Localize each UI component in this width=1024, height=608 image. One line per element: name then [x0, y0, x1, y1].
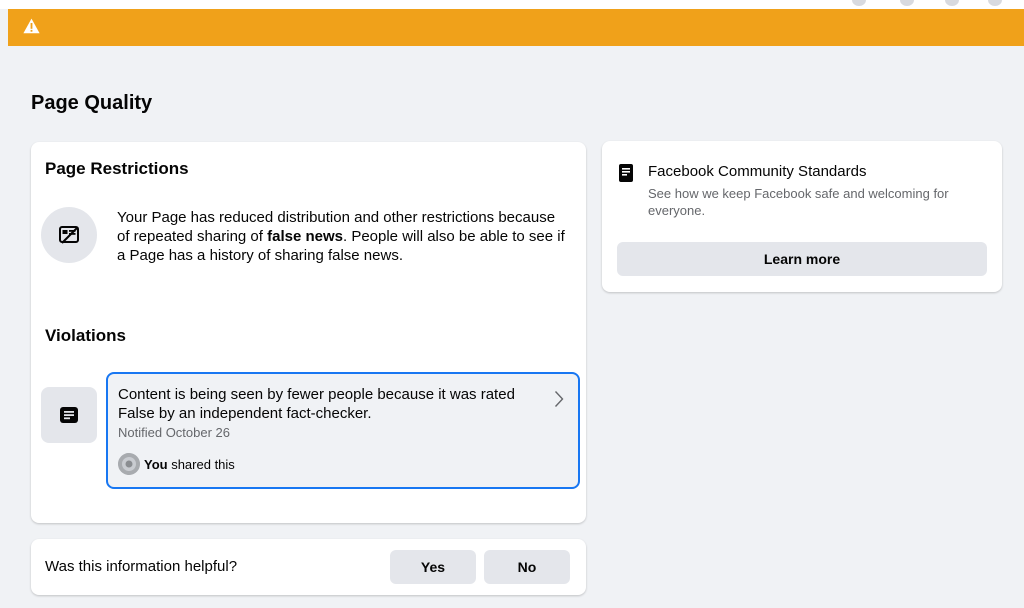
- message-icon: [59, 405, 79, 425]
- shared-by-actor: You: [144, 457, 168, 472]
- restriction-icon-circle: [41, 207, 97, 263]
- yes-button[interactable]: Yes: [390, 550, 476, 584]
- shared-by-action: shared this: [167, 457, 235, 472]
- violation-notified-date: Notified October 26: [118, 425, 231, 440]
- restrictions-heading: Page Restrictions: [45, 159, 189, 178]
- violations-heading: Violations: [45, 326, 126, 345]
- shared-by-line: [144, 457, 235, 472]
- warning-icon: [23, 18, 40, 34]
- community-standards-title: Facebook Community Standards: [648, 163, 867, 180]
- toolbar-dot: [945, 0, 959, 6]
- community-standards-card: [602, 141, 1002, 292]
- top-strip: [0, 0, 1024, 9]
- violation-item[interactable]: [106, 372, 580, 489]
- warning-banner: [8, 9, 1024, 46]
- toolbar-dot: [900, 0, 914, 6]
- book-icon: [619, 164, 633, 182]
- restrictions-text-start: Your Page has reduced distribution and other restrictions because of repeated sharing of: [117, 209, 556, 245]
- community-standards-description: See how we keep Facebook safe and welcoming for everyone.: [648, 186, 949, 218]
- toolbar-dot: [988, 0, 1002, 6]
- page-restrictions-card: [31, 142, 586, 523]
- toolbar-dot: [852, 0, 866, 6]
- feedback-card: [31, 539, 586, 595]
- learn-more-button[interactable]: Learn more: [617, 242, 987, 276]
- page-title: Page Quality: [31, 92, 153, 114]
- no-button[interactable]: No: [484, 550, 570, 584]
- violation-icon-box: [41, 387, 97, 443]
- restrictions-text-end: . People will also be able to see if a Page has a history of sharing false news.: [117, 228, 565, 264]
- avatar: [118, 453, 140, 475]
- chevron-right-icon: [554, 390, 564, 408]
- violation-title: Content is being seen by fewer people because it was rated False by an independent fact-checker.: [118, 386, 515, 422]
- restricted-news-icon: [58, 224, 80, 246]
- restrictions-description: [117, 208, 567, 265]
- false-news-emphasis: false news: [267, 228, 343, 245]
- feedback-question: Was this information helpful?: [45, 558, 238, 575]
